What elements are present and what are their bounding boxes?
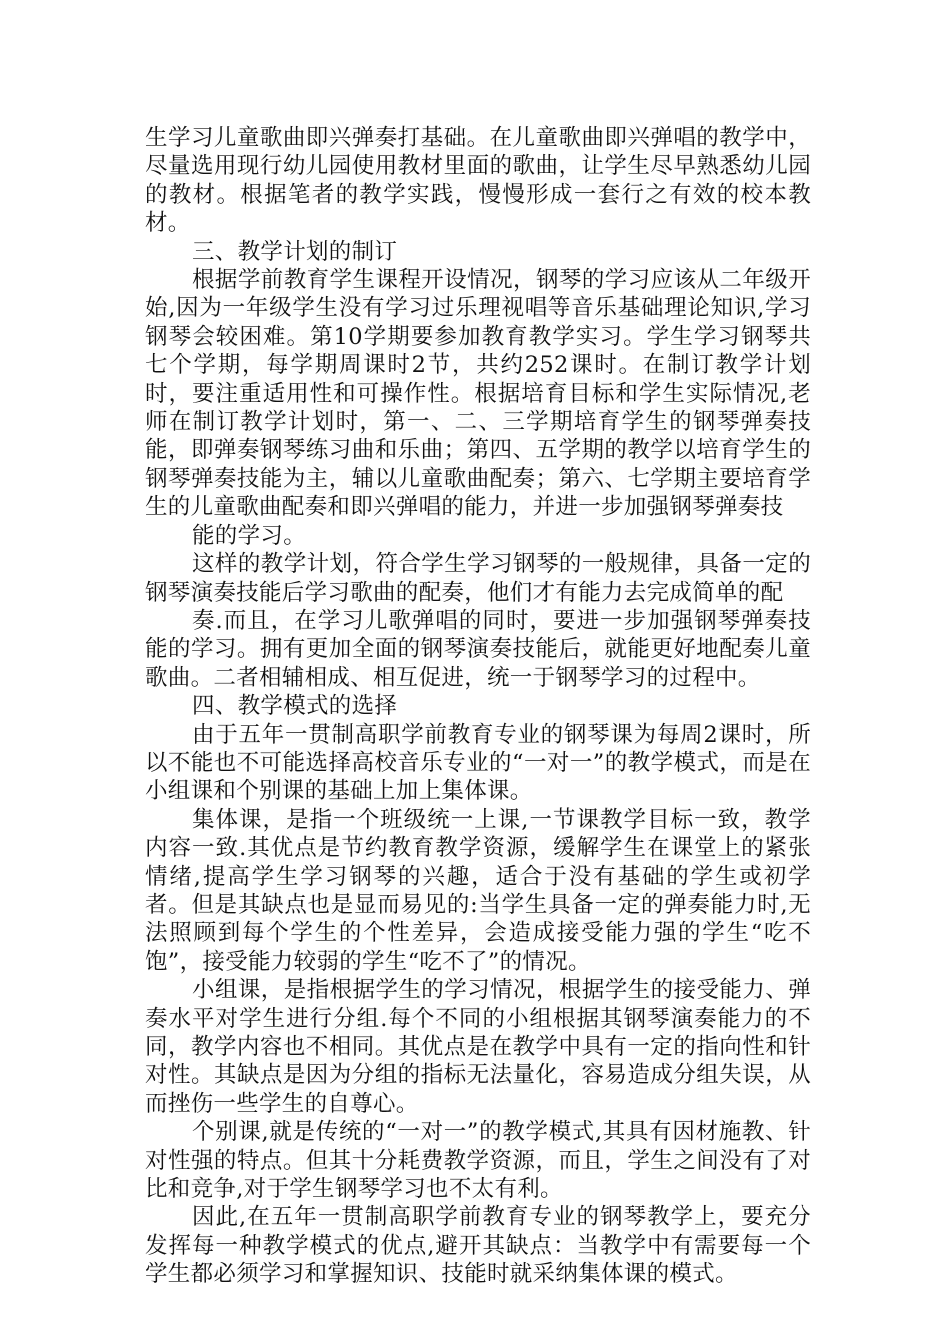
paragraph-fragment: 能的学习。 xyxy=(192,522,307,549)
paragraph-group-class: 集体课，是指一个班级统一上课,一节课教学目标一致，教学内容一致.其优点是节约教育教学资源，缓解学生在课堂上的紧张情绪,提高学生学习钢琴的兴趣，适合于没有基础的学生或初学者。但是其缺点也是显而易见的:当学生具备一定的弹奏能力时,无法照顾到每个学生的个性差异，会造成接受能力强的学生“吃不饱”，接受能力较弱的学生“吃不了”的情况。 xyxy=(145,806,811,975)
paragraph-plan-rationale: 这样的教学计划，符合学生学习钢琴的一般规律，具备一定的钢琴演奏技能后学习歌曲的配奏，他们才有能力去完成简单的配 xyxy=(145,551,811,606)
paragraph-course-schedule: 根据学前教育学生课程开设情况，钢琴的学习应该从二年级开始,因为一年级学生没有学习过乐理视唱等音乐基础理论知识,学习钢琴会较困难。第10学期要参加教育教学实习。学生学习钢琴共七个学期，每学期周课时2节，共约252课时。在制订教学计划时，要注重适用性和可操作性。根据培育目标和学生实际情况,老师在制订教学计划时，第一、二、三学期培育学生的钢琴弹奏技能，即弹奏钢琴练习曲和乐曲；第四、五学期的教学以培育学生的钢琴弹奏技能为主，辅以儿童歌曲配奏；第六、七学期主要培育学生的儿童歌曲配奏和即兴弹唱的能力，并进一步加强钢琴弹奏技 xyxy=(145,267,811,521)
paragraph-individual-class: 个别课,就是传统的“一对一”的教学模式,其具有因材施教、针对性强的特点。但其十分耗费教学资源，而且，学生之间没有了对比和竞争,对于学生钢琴学习也不太有利。 xyxy=(145,1119,811,1203)
paragraph-continued: 生学习儿童歌曲即兴弹奏打基础。在儿童歌曲即兴弹唱的教学中，尽量选用现行幼儿园使用教材里面的歌曲，让学生尽早熟悉幼儿园的教材。根据笔者的教学实践，慢慢形成一套行之有效的校本教材。 xyxy=(145,125,811,237)
paragraph-plan-continued: 奏.而且，在学习儿歌弹唱的同时，要进一步加强钢琴弹奏技能的学习。拥有更加全面的钢琴演奏技能后，就能更好地配奏儿童歌曲。二者相辅相成、相互促进，统一于钢琴学习的过程中。 xyxy=(145,607,811,691)
section-heading-teaching-plan: 三、教学计划的制订 xyxy=(192,238,398,265)
document-body xyxy=(145,124,811,1289)
section-heading-teaching-mode: 四、教学模式的选择 xyxy=(192,693,398,720)
paragraph-small-group-class: 小组课，是指根据学生的学习情况，根据学生的接受能力、弹奏水平对学生进行分组.每个不同的小组根据其钢琴演奏能力的不同，教学内容也不相同。其优点是在教学中具有一定的指向性和针对性。其缺点是因为分组的指标无法量化，容易造成分组失误，从而挫伤一些学生的自尊心。 xyxy=(145,977,811,1117)
paragraph-class-hours: 由于五年一贯制高职学前教育专业的钢琴课为每周2课时，所以不能也不可能选择高校音乐专业的“一对一”的教学模式，而是在小组课和个别课的基础上加上集体课。 xyxy=(145,721,811,805)
paragraph-conclusion: 因此,在五年一贯制高职学前教育专业的钢琴教学上，要充分发挥每一种教学模式的优点,避开其缺点：当教学中有需要每一个学生都必须学习和掌握知识、技能时就采纳集体课的模式。 xyxy=(145,1204,811,1288)
